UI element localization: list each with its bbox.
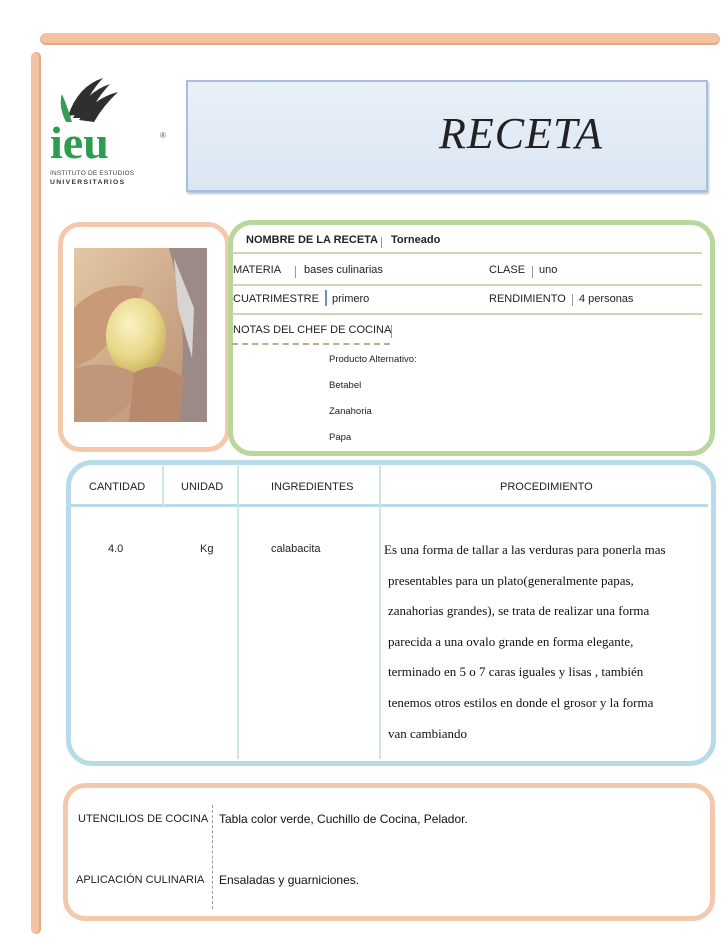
note-item: Papa	[329, 432, 352, 443]
utencilios-value: Tabla color verde, Cuchillo de Cocina, Pelador.	[219, 812, 468, 826]
column-divider	[379, 464, 381, 759]
materia-value: bases culinarias	[304, 264, 383, 276]
col-header-cantidad: CANTIDAD	[89, 481, 146, 493]
column-divider	[212, 805, 213, 909]
note-item: Producto Alternativo:	[329, 354, 417, 365]
logo-line1: INSTITUTO DE ESTUDIOS	[50, 170, 135, 177]
procedure-line: terminado en 5 o 7 caras iguales y lisas , también	[388, 664, 644, 679]
recipe-info-box	[228, 220, 715, 456]
clase-label: CLASE	[489, 264, 526, 276]
aplicacion-label: APLICACIÓN CULINARIA	[76, 874, 205, 886]
procedure-line: parecida a una ovalo grande en forma elegante,	[388, 634, 634, 649]
top-decorative-bar	[40, 33, 720, 45]
cell-ingrediente: calabacita	[271, 543, 321, 555]
materia-label: MATERIA	[233, 264, 282, 276]
column-divider	[162, 464, 164, 506]
cell-unidad: Kg	[200, 543, 214, 555]
col-header-ingredientes: INGREDIENTES	[271, 481, 354, 493]
recipe-name-label: NOMBRE DE LA RECETA	[246, 234, 378, 246]
separator	[572, 294, 573, 306]
column-divider	[237, 464, 239, 759]
separator	[381, 237, 382, 248]
left-decorative-bar	[31, 52, 41, 934]
cell-cantidad: 4.0	[108, 543, 124, 555]
info-divider	[232, 313, 702, 315]
separator	[295, 266, 296, 278]
procedure-line: Es una forma de tallar a las verduras para ponerla mas	[384, 542, 666, 557]
logo-letters: ieu	[50, 117, 109, 168]
kitchen-info-box	[63, 783, 715, 921]
separator	[325, 290, 327, 306]
cuatrimestre-value: primero	[332, 293, 370, 305]
procedure-line: zanahorias grandes), se trata de realizar una forma	[388, 603, 650, 618]
rendimiento-value: 4 personas	[579, 293, 634, 305]
procedure-line: presentables para un plato(generalmente papas,	[388, 573, 634, 588]
cuatrimestre-label: CUATRIMESTRE	[233, 293, 319, 305]
clase-value: uno	[539, 264, 558, 276]
registered-mark: ®	[160, 131, 166, 140]
table-header-divider	[70, 504, 708, 507]
rendimiento-label: RENDIMIENTO	[489, 293, 566, 305]
logo-line2: UNIVERSITARIOS	[50, 179, 126, 186]
notes-divider	[232, 343, 390, 345]
separator	[391, 325, 392, 338]
recipe-name-value: Torneado	[391, 234, 441, 246]
utencilios-label: UTENCILIOS DE COCINA	[78, 813, 209, 825]
notas-label: NOTAS DEL CHEF DE COCINA	[233, 324, 392, 336]
page-title: RECETA	[438, 109, 604, 158]
col-header-unidad: UNIDAD	[181, 481, 224, 493]
note-item: Betabel	[329, 380, 362, 391]
info-divider	[232, 252, 702, 254]
procedure-line: van cambiando	[388, 726, 468, 741]
procedure-line: tenemos otros estilos en donde el grosor y la forma	[388, 695, 654, 710]
aplicacion-value: Ensaladas y guarniciones.	[219, 873, 360, 887]
info-divider	[232, 284, 702, 286]
note-item: Zanahoria	[329, 406, 372, 417]
separator	[532, 266, 533, 278]
col-header-procedimiento: PROCEDIMIENTO	[500, 481, 593, 493]
recipe-photo	[74, 248, 207, 422]
